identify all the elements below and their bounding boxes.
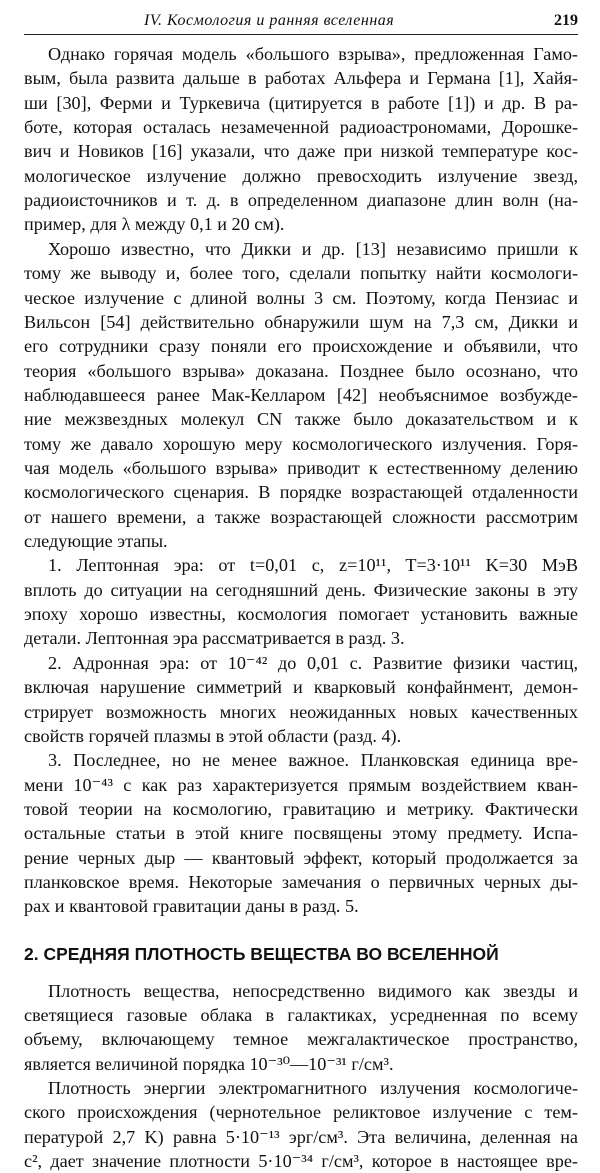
text-line: Плотность вещества, непосредственно видимого как звезды и [48,980,578,1001]
running-title: IV. Космология и ранняя вселенная [144,12,395,29]
text-line: чая модель «большого взрыва» приводит к естественному делению [24,458,578,478]
text-line: мени 10⁻⁴³ с как раз характеризуется прямым воздействием кван- [24,774,578,795]
section-heading: 2. СРЕДНЯЯ ПЛОТНОСТЬ ВЕЩЕСТВА ВО ВСЕЛЕННОЙ [24,943,499,964]
text-line: мологическое излучение должно превосходить излучение звезд, [24,165,578,186]
page-number: 219 [554,12,578,29]
text-line: космологического сценария. В порядке возрастающей отдаленности [24,482,578,503]
text-line: его сотрудники сразу поняли его происхождение и объявили, что [24,336,578,357]
text-line: свойств горячей плазмы в этой области (разд. 4). [24,725,402,746]
text-line: пературой 2,7 K) равна 5·10⁻¹³ эрг/см³. Эта величина, деленная на [24,1126,578,1147]
text-line: остальные статьи в этой книге посвящены этому предмету. Испа- [24,823,578,844]
text-line: 1. Лептонная эра: от t=0,01 с, z=10¹¹, T=3·10¹¹ K=30 МэВ [48,555,578,576]
text-line: стрирует возможность многих неожиданных новых качественных [24,701,578,722]
text-line: 3. Последнее, но не менее важное. Планковская единица вре- [48,750,578,771]
text-line: вич и Новиков [16] указали, что даже при низкой температуре кос- [24,141,578,162]
text-line: объему, включающему темное межгалактическое пространство, [24,1029,578,1050]
text-line: является величиной порядка 10⁻³⁰—10⁻³¹ г/см³. [24,1053,394,1074]
text-line: наблюдавшееся ранее Мак-Келларом [42] необъяснимое возбужде- [24,384,578,405]
text-line: c², дает значение плотности 5·10⁻³⁴ г/см³, которое в настоящее вре- [24,1151,578,1172]
text-line: ческое излучение с длиной волны 3 см. Поэтому, когда Пензиас и [24,287,578,308]
text-line: от нашего времени, а также возрастающей сложности рассмотрим [24,506,578,527]
text-line: планковское время. Некоторые замечания о первичных черных ды- [24,871,578,892]
text-line: ского происхождения (чернотельное реликтовое излучение с тем- [24,1102,578,1123]
text-line: Хорошо известно, что Дикки и др. [13] независимо пришли к [48,238,578,259]
text-line: боте, которая осталась незамеченной радиоастрономами, Дорошке- [24,117,578,138]
text-line: эпоху хорошо известны, космология помогает установить важные [24,604,578,625]
text-line: Плотность энергии электромагнитного излучения космологиче- [48,1078,578,1098]
text-line: радиоисточников и т. д. в определенном диапазоне длин волн (на- [24,190,578,211]
text-line: ние межзвездных молекул CN также было доказательством и к [24,409,578,430]
text-line: включая нарушение симметрий и кварковый конфайнмент, демон- [24,677,578,698]
text-line: ши [30], Ферми и Туркевича (цитируется в работе [1]) и др. В ра- [24,92,578,113]
text-line: тому же выводу и, более того, сделали попытку найти космологи- [24,263,578,284]
text-line: детали. Лептонная эра рассматривается в разд. 3. [24,628,405,649]
text-line: рах и квантовой гравитации даны в разд. 5. [24,896,359,917]
text-line: теория «большого взрыва» доказана. Позднее было осознано, что [24,360,578,381]
text-line: товой теории на космологию, гравитацию и метрику. Фактически [24,798,578,819]
text-line: следующие этапы. [24,531,168,551]
text-line: Вильсон [54] действительно обнаружили шум на 7,3 см, Дикки и [24,311,578,332]
text-line: светящиеся газовые облака в галактиках, усредненная по всему [24,1005,578,1025]
text-line: 2. Адронная эра: от 10⁻⁴² до 0,01 с. Развитие физики частиц, [48,652,578,673]
text-line: пример, для λ между 0,1 и 20 см). [24,214,285,235]
text-line: вплоть до ситуации на сегодняшний день. Физические законы в эту [24,579,578,600]
text-line: вым, была развита дальше в работах Альфера и Германа [1], Хайя- [24,68,578,89]
text-line: рение черных дыр — квантовый эффект, который продолжается за [24,847,578,868]
text-line: Однако горячая модель «большого взрыва», предложенная Гамо- [48,44,578,64]
running-header [24,12,578,35]
text-line: тому же давало хорошую меру космологического излучения. Горя- [24,433,578,454]
